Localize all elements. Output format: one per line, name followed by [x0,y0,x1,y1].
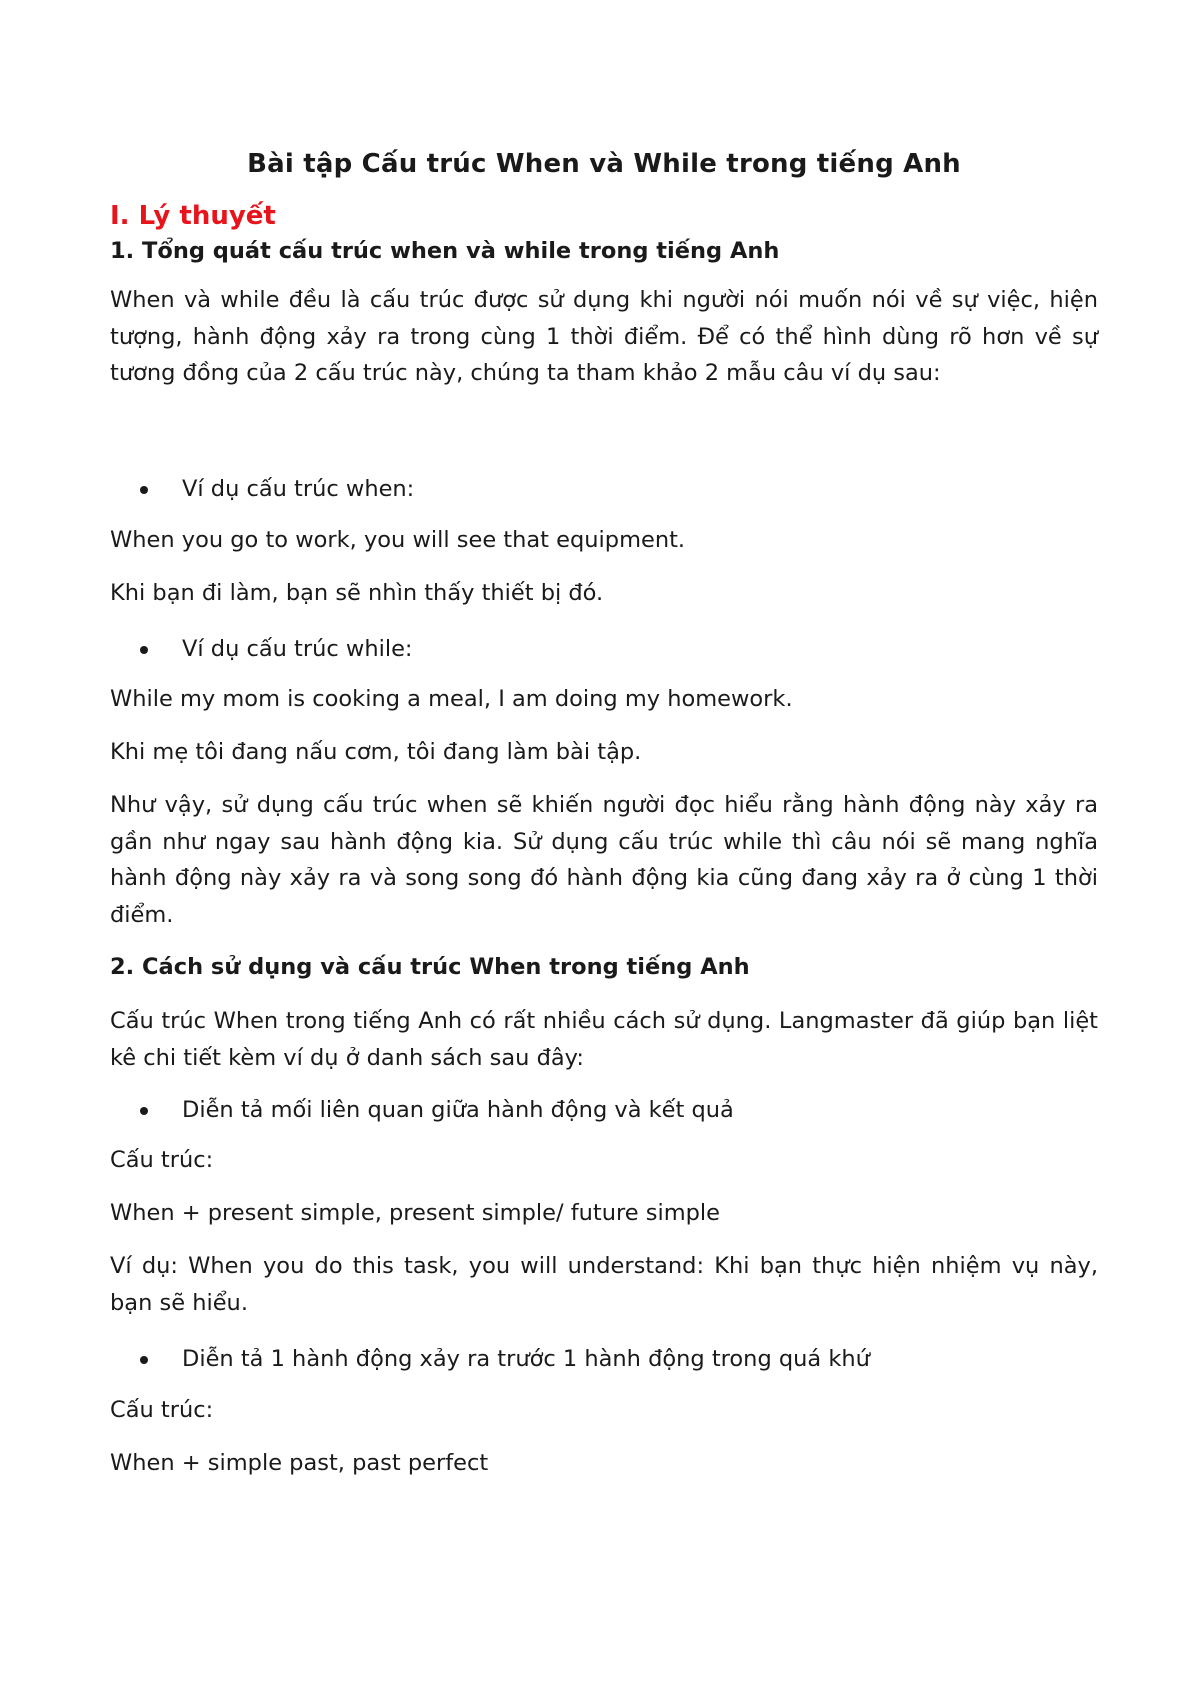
list-item [140,1343,870,1375]
conclusion-paragraph: Như vậy, sử dụng cấu trúc when sẽ khiến người đọc hiểu rằng hành động này xảy ra gần như ngay sau hành động kia. Sử dụng cấu trúc while thì câu nói sẽ mang nghĩa hành động này xảy ra và song song đó hành động kia cũng đang xảy ra ở cùng 1 thời điểm. [110,792,1098,928]
bullet-icon [140,1107,148,1115]
while-example-english: While my mom is cooking a meal, I am doing my homework. [110,686,793,712]
while-example-vietnamese: Khi mẹ tôi đang nấu cơm, tôi đang làm bài tập. [110,739,642,765]
structure-formula: When + simple past, past perfect [110,1450,489,1476]
list-item [140,633,413,665]
example-paragraph: Ví dụ: When you do this task, you will understand: Khi bạn thực hiện nhiệm vụ này, bạn sẽ hiểu. [110,1253,1098,1316]
when-example-vietnamese: Khi bạn đi làm, bạn sẽ nhìn thấy thiết bị đó. [110,580,604,606]
list-item [140,1094,734,1126]
list-item-text: Diễn tả mối liên quan giữa hành động và kết quả [182,1097,734,1123]
structure-label: Cấu trúc: [110,1397,214,1423]
list-item-text: Ví dụ cấu trúc when: [182,476,415,502]
list-item [140,473,414,505]
list-item-text: Diễn tả 1 hành động xảy ra trước 1 hành động trong quá khứ [182,1346,870,1372]
bullet-icon [140,486,148,494]
structure-label: Cấu trúc: [110,1147,214,1173]
when-example-english: When you go to work, you will see that equipment. [110,527,686,553]
list-item-text: Ví dụ cấu trúc while: [182,636,413,662]
overview-paragraph: When và while đều là cấu trúc được sử dụng khi người nói muốn nói về sự việc, hiện tượng, hành động xảy ra trong cùng 1 thời điểm. Để có thể hình dùng rõ hơn về sự tương đồng của 2 cấu trúc này, chúng ta tham khảo 2 mẫu câu ví dụ sau: [110,287,1098,386]
when-usage-intro: Cấu trúc When trong tiếng Anh có rất nhiều cách sử dụng. Langmaster đã giúp bạn liệt kê chi tiết kèm ví dụ ở danh sách sau đây: [110,1008,1098,1071]
document-title: Bài tập Cấu trúc When và While trong tiếng Anh [247,149,961,179]
bullet-icon [140,1356,148,1364]
bullet-icon [140,646,148,654]
subsection-heading-when-usage: 2. Cách sử dụng và cấu trúc When trong tiếng Anh [110,954,750,980]
subsection-heading-overview: 1. Tổng quát cấu trúc when và while trong tiếng Anh [110,238,780,264]
structure-formula: When + present simple, present simple/ future simple [110,1200,720,1226]
section-heading-theory: I. Lý thuyết [110,201,276,231]
